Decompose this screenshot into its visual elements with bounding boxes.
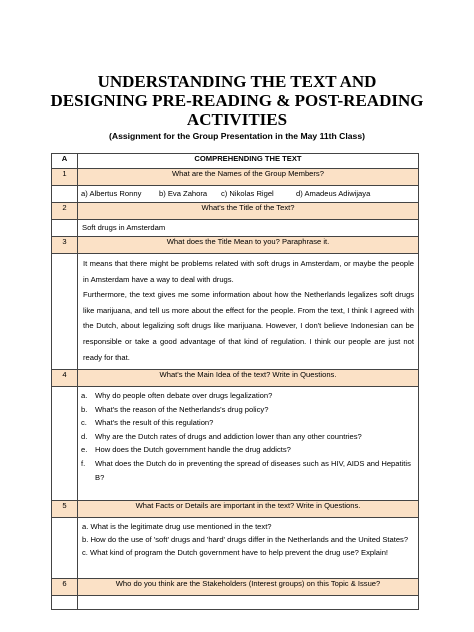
section-header-row [52, 154, 419, 169]
question-row-1 [52, 169, 419, 186]
question-row-3 [52, 237, 419, 254]
list-item: e. How does the Dutch government handle the drug addicts? [81, 445, 291, 455]
question-number-5: 5 [52, 501, 78, 518]
question-text-4: What's the Main Idea of the text? Write in Questions. [78, 370, 419, 387]
question-row-6 [52, 579, 419, 596]
question-row-5 [52, 501, 419, 518]
list-item: b. How do the use of 'soft' drugs and 'hard' drugs differ in the Netherlands and the United States? [82, 535, 409, 544]
answer-cell-4 [78, 387, 419, 501]
group-members-list [78, 186, 418, 202]
answer-cell-1 [78, 186, 419, 203]
answer-cell-3 [78, 254, 419, 370]
answer-row-3 [52, 254, 419, 370]
list-item: a. Why do people often debate over drugs legalization? [81, 391, 273, 400]
paraphrase-answer [78, 254, 418, 367]
paraphrase-paragraph-1: It means that there might be problems related with soft drugs in Amsterdam, or maybe the people in Amsterdam have a way to deal with drugs. [83, 259, 414, 284]
question-number-3: 3 [52, 237, 78, 254]
question-text-5: What Facts or Details are important in the text? Write in Questions. [78, 501, 419, 518]
answer-number-cell [52, 596, 78, 610]
question-text-6: Who do you think are the Stakeholders (Interest groups) on this Topic & Issue? [78, 579, 419, 596]
document-title-line-2: DESIGNING PRE-READING & POST-READING [50, 91, 424, 110]
answer-row-4 [52, 387, 419, 501]
answer-row-6 [52, 596, 419, 610]
answer-cell-6 [78, 596, 419, 610]
answer-row-5 [52, 518, 419, 579]
answer-number-cell [52, 254, 78, 370]
list-item: f. What does the Dutch do in preventing the spread of diseases such as HIV, AIDS and Hepatitis B? [81, 458, 411, 482]
question-number-4: 4 [52, 370, 78, 387]
question-text-3: What does the Title Mean to you? Paraphrase it. [78, 237, 419, 254]
question-number-6: 6 [52, 579, 78, 596]
answer-row-2 [52, 220, 419, 237]
question-number-1: 1 [52, 169, 78, 186]
text-title-answer: Soft drugs in Amsterdam [82, 223, 166, 232]
document-title-line-3: ACTIVITIES [186, 110, 288, 129]
list-item: a. What is the legitimate drug use mentioned in the text? [82, 522, 272, 531]
document-title-line-1: UNDERSTANDING THE TEXT AND [97, 72, 377, 91]
answer-cell-2 [78, 220, 419, 237]
question-row-4 [52, 370, 419, 387]
question-text-2: What's the Title of the Text? [78, 203, 419, 220]
answer-row-1 [52, 186, 419, 203]
assignment-table [51, 153, 419, 610]
list-item: c. What's the result of this regulation? [81, 418, 214, 428]
answer-number-cell [52, 387, 78, 501]
document-subtitle: (Assignment for the Group Presentation in the May 11th Class) [109, 131, 365, 141]
question-number-2: 2 [52, 203, 78, 220]
group-member: b) Eva Zahora [159, 189, 208, 198]
question-text-1: What are the Names of the Group Members? [78, 169, 419, 186]
group-member: d) Amadeus Adiwijaya [296, 189, 371, 198]
main-idea-questions-list [78, 387, 418, 486]
group-member: a) Albertus Ronny [81, 189, 142, 198]
answer-number-cell [52, 220, 78, 237]
list-item: d. Why are the Dutch rates of drugs and addiction lower than any other countries? [81, 431, 362, 441]
question-row-2 [52, 203, 419, 220]
paraphrase-paragraph-2: Furthermore, the text gives me some information about how the Netherlands legalizes soft drugs like marijuana, and tell us more about the effect for the people. From the text, I think I agreed with the Dutch, about legalizing soft drugs like marijuana. However, I don't believe Indonesian can be responsible or take a good advantage of that kind of regulation. I think our people are just not ready for that. [83, 290, 414, 362]
answer-number-cell [52, 186, 78, 203]
list-item: b. What's the reason of the Netherlands's drug policy? [81, 404, 269, 414]
section-heading: COMPREHENDING THE TEXT [78, 154, 419, 169]
facts-questions-list [78, 518, 418, 561]
section-letter: A [52, 154, 78, 169]
answer-cell-5 [78, 518, 419, 579]
list-item: c. What kind of program the Dutch government have to help prevent the drug use? Explain! [82, 548, 389, 557]
group-member: c) Nikolas Rigel [221, 189, 274, 198]
answer-number-cell [52, 518, 78, 579]
